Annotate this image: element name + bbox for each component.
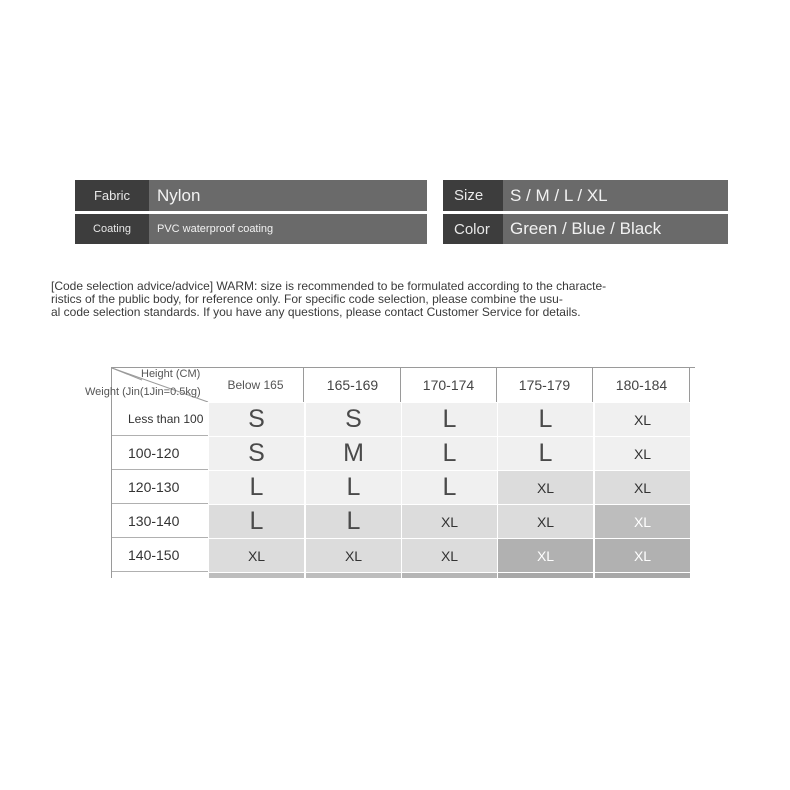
- table-cell: [595, 403, 690, 436]
- table-cell-partial: [209, 573, 304, 578]
- corner-height-label: Height (CM): [141, 368, 201, 380]
- table-cell: [402, 471, 497, 504]
- cell-size-value: L: [249, 473, 264, 501]
- cell-size-value: S: [248, 439, 265, 467]
- table-cell: [498, 505, 593, 538]
- column-header: 170-174: [401, 368, 497, 402]
- spec-size-row: [443, 180, 728, 211]
- cell-size-value: L: [538, 439, 553, 467]
- size-chart-table: [85, 367, 694, 578]
- fabric-value: Nylon: [149, 180, 427, 211]
- coating-value: PVC waterproof coating: [149, 214, 427, 244]
- table-cell: [595, 471, 690, 504]
- cell-size-value: XL: [536, 513, 555, 530]
- fabric-label: Fabric: [75, 180, 149, 211]
- coating-label: Coating: [75, 214, 149, 244]
- cell-size-value: L: [249, 507, 264, 535]
- table-cell: [595, 437, 690, 470]
- cell-size-value: XL: [536, 547, 555, 564]
- cell-size-value: L: [442, 473, 457, 501]
- advice-line-3: al code selection standards. If you have any questions, please contact Customer Service for details.: [51, 305, 581, 319]
- column-header: Below 165: [208, 368, 304, 402]
- row-header: 120-130: [112, 470, 208, 504]
- row-header: Less than 100: [112, 402, 208, 436]
- spec-coating-row: [75, 214, 427, 244]
- row-header-partial: [112, 572, 208, 578]
- table-cell: [306, 437, 401, 470]
- corner-weight-label: Weight (Jin(1Jin=0.5kg): [85, 386, 201, 398]
- table-cell: [498, 471, 593, 504]
- table-cell: [498, 437, 593, 470]
- cell-size-value: XL: [440, 513, 459, 530]
- color-label: Color: [443, 214, 503, 244]
- table-cell-partial: [402, 573, 497, 578]
- table-cell: [209, 471, 304, 504]
- size-label: Size: [443, 180, 503, 211]
- column-header: 175-179: [497, 368, 593, 402]
- advice-line-1: [Code selection advice/advice] WARM: size is recommended to be formulated according to the characte-: [51, 279, 607, 293]
- size-advice-text: [51, 280, 651, 319]
- table-cell: [402, 539, 497, 572]
- cell-size-value: S: [345, 405, 362, 433]
- cell-size-value: XL: [633, 445, 652, 462]
- table-cell: [306, 471, 401, 504]
- spec-color-row: [443, 214, 728, 244]
- cell-size-value: XL: [344, 547, 363, 564]
- table-cell: [306, 539, 401, 572]
- cell-size-value: L: [346, 507, 361, 535]
- color-value: Green / Blue / Black: [503, 214, 728, 244]
- table-cell: [595, 505, 690, 538]
- cell-size-value: XL: [247, 547, 266, 564]
- table-cell: [306, 505, 401, 538]
- cell-size-value: L: [538, 405, 553, 433]
- table-cell-partial: [595, 573, 690, 578]
- column-header: 165-169: [305, 368, 401, 402]
- table-cell: [306, 403, 401, 436]
- cell-size-value: XL: [633, 513, 652, 530]
- cell-size-value: L: [442, 405, 457, 433]
- size-value: S / M / L / XL: [503, 180, 728, 211]
- table-header-row: [85, 367, 695, 402]
- table-cell: [498, 539, 593, 572]
- cell-size-value: L: [346, 473, 361, 501]
- cell-size-value: XL: [633, 479, 652, 496]
- cell-size-value: XL: [536, 479, 555, 496]
- cell-size-value: L: [442, 439, 457, 467]
- table-cell: [498, 403, 593, 436]
- table-cell: [209, 437, 304, 470]
- row-header: 140-150: [112, 538, 208, 572]
- spec-fabric-row: [75, 180, 427, 211]
- table-cell: [402, 437, 497, 470]
- cell-size-value: S: [248, 405, 265, 433]
- column-header: 180-184: [594, 368, 690, 402]
- table-cell: [595, 539, 690, 572]
- cell-size-value: XL: [440, 547, 459, 564]
- table-cell: [402, 403, 497, 436]
- table-cell: [209, 403, 304, 436]
- row-header: 130-140: [112, 504, 208, 538]
- table-cell: [402, 505, 497, 538]
- cell-size-value: XL: [633, 411, 652, 428]
- advice-line-2: ristics of the public body, for reference only. For specific code selection, please combine the usu-: [51, 292, 563, 306]
- table-cell-partial: [498, 573, 593, 578]
- cell-size-value: M: [343, 439, 364, 467]
- cell-size-value: XL: [633, 547, 652, 564]
- table-cell: [209, 539, 304, 572]
- table-corner-cell: [85, 368, 208, 402]
- table-cell: [209, 505, 304, 538]
- row-header: 100-120: [112, 436, 208, 470]
- table-cell-partial: [306, 573, 401, 578]
